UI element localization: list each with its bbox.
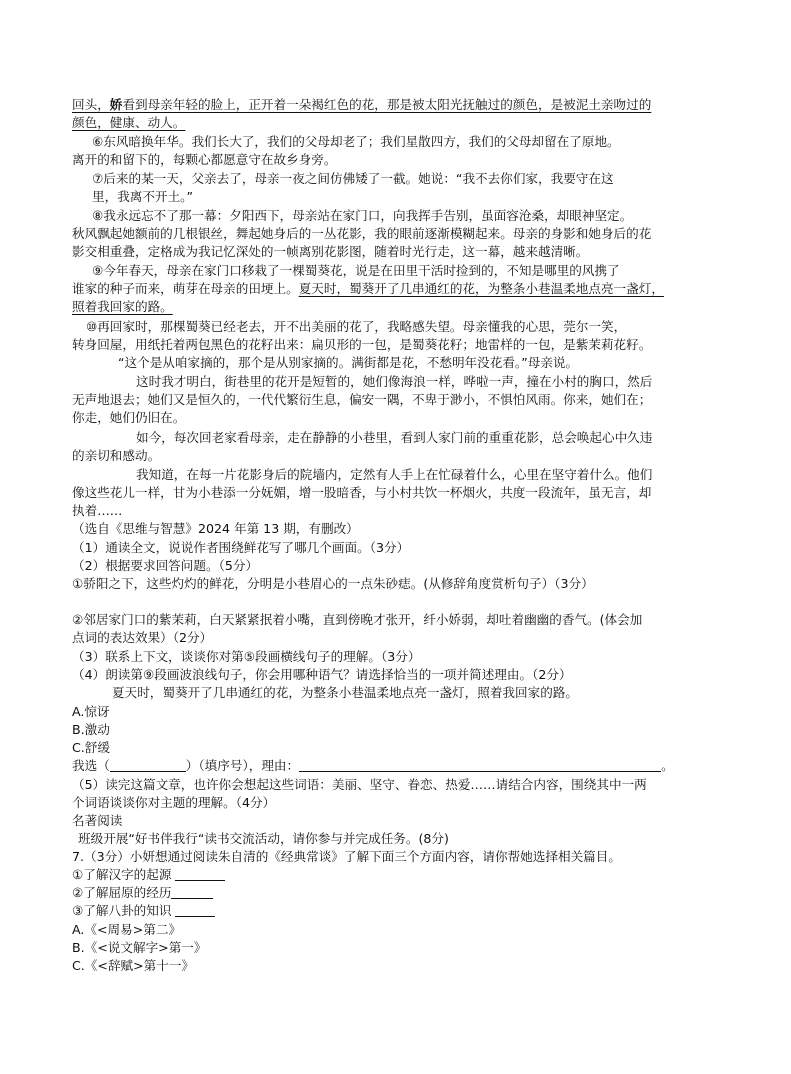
paragraph-9-line — [72, 298, 731, 316]
paragraph-9-line — [72, 280, 731, 298]
marked-character: 娇 — [109, 97, 123, 112]
paragraph-8-line: 秋风飘起她额前的几根银丝，舞起她身后的一丛花影，我的眼前逐渐模糊起来。母亲的身影和她身后的花 — [72, 226, 652, 241]
paragraph-11-line: 你走，她们仍旧在。 — [72, 410, 186, 425]
text-fragment: ）（填序号），理由： — [185, 758, 300, 773]
question-2-part-1: ①骄阳之下，这些灼灼的鲜花，分明是小巷眉心的一点朱砂痣。(从修辞角度赏析句子）（3分） — [72, 576, 594, 591]
text-fragment: 回头， — [72, 97, 110, 112]
answer-blank[interactable] — [175, 867, 225, 881]
question-2: （2）根据要求回答问题。（5分） — [72, 558, 259, 573]
answer-blank[interactable] — [175, 903, 215, 917]
question-4-option-c: C.舒缓 — [72, 740, 110, 755]
question-7: 7.（3分）小妍想通过阅读朱自清的《经典常谈》了解下面三个方面内容，请你帮她选择相关篇目。 — [72, 849, 621, 864]
section-title: 名著阅读 — [72, 813, 123, 828]
paragraph-12-line: 的亲切和感动。 — [72, 448, 161, 463]
question-7-option-b: B.《<说文解字>第一》 — [72, 940, 207, 955]
question-4: （4）朗读第⑨段画波浪线句子，你会用哪种语气？请选择恰当的一项并简述理由。（2分） — [72, 667, 572, 682]
passage-line — [72, 114, 731, 132]
paragraph-13-line: 执着…… — [72, 503, 123, 518]
text-fragment: ②了解屈原的经历 — [72, 885, 172, 900]
question-7-option-a: A.《<周易>第二》 — [72, 922, 182, 937]
question-7-option-c: C.《<辞赋>第十一》 — [72, 958, 195, 973]
paragraph-10-line: ⑩再回家时，那棵蜀葵已经老去，开不出美丽的花了，我略感失望。母亲懂我的心思，莞尔一笑， — [86, 319, 627, 334]
paragraph-10-line: “这个是从咱家摘的，那个是从别家摘的。满街都是花，不愁明年没花看。”母亲说。 — [118, 355, 579, 370]
question-1: （1）通读全文，说说作者围绕鲜花写了哪几个画面。（3分） — [72, 540, 410, 555]
question-4-option-a: A.惊讶 — [72, 704, 110, 719]
answer-blank[interactable] — [171, 885, 213, 899]
paragraph-6-line: ⑥东风暗换年华。我们长大了，我们的父母却老了；我们星散四方，我们的父母却留在了原地。 — [92, 134, 620, 149]
underlined-sentence: 颜色，健康、动人。 — [72, 115, 186, 130]
question-4-option-b: B.激动 — [72, 722, 110, 737]
paragraph-10-line: 转身回屋，用纸托着两包黑色的花籽出来：扁贝形的一包，是蜀葵花籽；地雷样的一包，是紫茉莉花籽。 — [72, 337, 652, 352]
text-fragment: 看到母亲年轻的脸上，正开着一朵褐红色的花，那是被太阳光抚触过的颜色，是被泥土亲吻过的 — [122, 97, 652, 112]
passage-line — [72, 96, 731, 114]
choice-blank[interactable] — [110, 758, 186, 772]
reason-blank[interactable] — [299, 758, 661, 772]
paragraph-11-line: 无声地退去；她们又是恒久的，一代代繁衍生息，偏安一隅，不卑于渺小，不惧怕风雨。你来，她们在； — [72, 392, 652, 407]
paragraph-6-line: 离开的和留下的，每颗心都愿意守在故乡身旁。 — [72, 152, 337, 167]
paragraph-12-line: 如今，每次回老家看母亲，走在静静的小巷里，看到人家门前的重重花影，总会唤起心中久违 — [136, 430, 653, 445]
text-fragment: ③了解八卦的知识 — [72, 903, 172, 918]
source-citation: （选自《思维与智慧》2024 年第 13 期，有删改） — [72, 521, 359, 536]
question-4-sentence: 夏天时，蜀葵开了几串通红的花，为整条小巷温柔地点亮一盏灯，照着我回家的路。 — [112, 685, 578, 700]
question-4-answer-line — [72, 757, 731, 775]
question-5: （5）读完这篇文章，也许你会想起这些词语：美丽、坚守、眷恋、热爱……请结合内容，围绕其中一两 — [72, 777, 647, 792]
section-intro: 班级开展“好书伴我行“读书交流活动，请你参与并完成任务。(8分) — [78, 831, 449, 846]
question-2-part-2: 点词的表达效果）（2分） — [72, 630, 213, 645]
question-3: （3）联系上下文，谈谈你对第⑤段画横线句子的理解。（3分） — [72, 649, 421, 664]
text-fragment: 我选（ — [72, 758, 110, 773]
paragraph-7-line: ⑦后来的某一天，父亲去了，母亲一夜之间仿佛矮了一截。她说：“我不去你们家，我要守在这 — [92, 171, 614, 186]
paragraph-11-line: 这时我才明白，街巷里的花开是短暂的，她们像海浪一样，哗啦一声，撞在小村的胸口，然后 — [136, 374, 653, 389]
question-5: 个词语谈谈你对主题的理解。（4分） — [72, 795, 276, 810]
question-2-part-2: ②邻居家门口的紫茉莉，白天紧紧抿着小嘴，直到傍晚才张开，纤小娇弱，却吐着幽幽的香气。(体会加 — [72, 612, 643, 627]
question-7-item-1 — [72, 866, 731, 884]
wavy-underlined-sentence: 夏天时，蜀葵开了几串通红的花，为整条小巷温柔地点亮一盏灯， — [298, 281, 664, 296]
paragraph-7-line: 里，我离不开土。” — [92, 189, 193, 204]
paragraph-8-line: 影交相重叠，定格成为我记忆深处的一帧离别花影图，随着时光行走，这一幕，越来越清晰。 — [72, 244, 589, 259]
question-7-item-2 — [72, 884, 731, 902]
wavy-underlined-sentence: 照着我回家的路。 — [72, 299, 173, 314]
paragraph-9-line: ⑨今年春天，母亲在家门口移栽了一棵蜀葵花，说是在田里干活时捡到的，不知是哪里的风携了 — [92, 263, 620, 278]
text-fragment: ①了解汉字的起源 — [72, 867, 172, 882]
text-fragment: 谁家的种子而来，萌芽在母亲的田埂上。 — [72, 281, 299, 296]
paragraph-13-line: 我知道，在每一片花影身后的院墙内，定然有人手上在忙碌着什么，心里在坚守着什么。他们 — [136, 467, 653, 482]
text-fragment: 。 — [661, 758, 674, 773]
question-7-item-3 — [72, 902, 731, 920]
paragraph-8-line: ⑧我永远忘不了那一幕：夕阳西下，母亲站在家门口，向我挥手告别，虽面容沧桑，却眼神坚定。 — [92, 208, 633, 223]
paragraph-13-line: 像这些花儿一样，甘为小巷添一分妩媚，增一股暗香，与小村共饮一杯烟火，共度一段流年，虽无言，却 — [72, 485, 652, 500]
